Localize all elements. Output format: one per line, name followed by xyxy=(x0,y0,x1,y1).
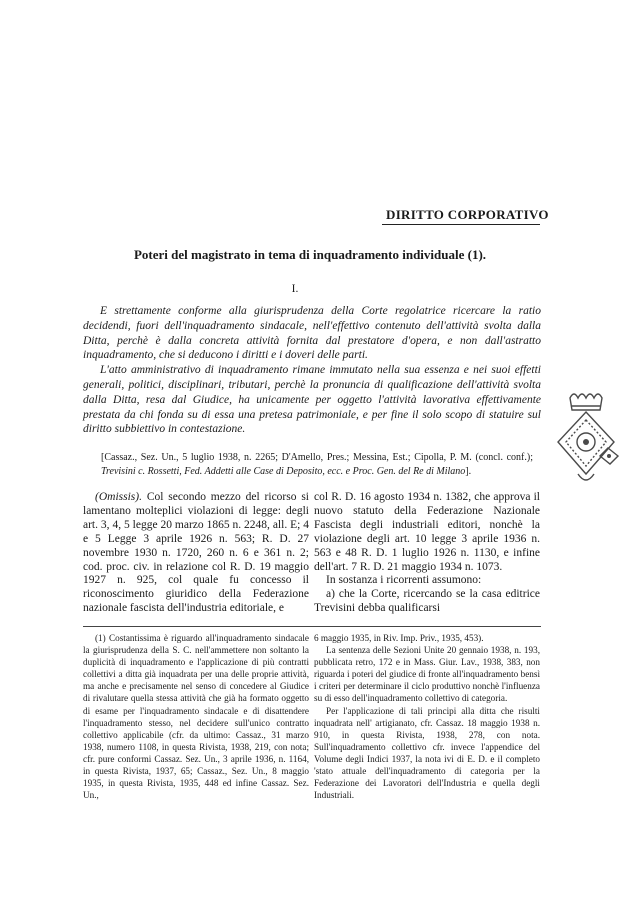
article-title: Poteri del magistrato in tema di inquadramento individuale (1). xyxy=(133,247,487,262)
maxim-block xyxy=(83,304,541,437)
body-text: Col secondo mezzo del ricorso si lamentano molteplici violazioni di legge: degli art. 3, 4, 5 legge 20 marzo 1865 n. 2248, all. E; 4 e 5 Legge 3 aprile 1926 n. 563; R. D. 27 novembre 1930 n. 1720, 260 n. 6 e 361 n. 2; cod. proc. civ. in relazione col R. D. 19 maggio 1927 n. 925, col quale fu concesso il riconoscimento giuridico della Federazione nazionale fascista dell'industria editoriale, e xyxy=(83,491,309,615)
footnote-paragraph: (1) Costantissima è riguardo all'inquadramento sindacale la giurisprudenza della S. C. nell'ammettere non soltanto la duplicità di inquadramento e l'applicazione di più contratti collettivi a ditta già inquadrata per una delle proprie attività, ma anche e precisamente nel senso di concedere al Giudice di rivalutare quella stessa attività che già ha formato oggetto di esame per l'inquadramento sindacale e di disattendere l'inquadramento stesso, nel decidere sull'unico contratto collettivo applicabile (cfr. da ultimo: Cassaz., 31 marzo 1938, numero 1108, in questa Rivista, 1938, 219, con nota; cfr. pure conformi Cassaz. Sez. Un., 3 aprile 1936, n. 1164, in questa Rivista, 1937, 65; Cassaz., Sez. Un., 8 maggio 1935, in questa Rivista, 1935, 448 ed infine Cassaz. Sez. Un., xyxy=(83,633,309,801)
body-column-left xyxy=(83,491,309,616)
library-stamp-icon xyxy=(548,388,620,496)
body-paragraph: col R. D. 16 agosto 1934 n. 1382, che approva il nuovo statuto della Federazione Nazionale Fascista degli industriali editori, nonchè la violazione degli art. 10 legge 3 aprile 1936 n. 563 e 48 R. D. 1 luglio 1926 n. 1130, e infine dell'art. 7 R. D. 21 maggio 1934 n. 1073. xyxy=(314,491,540,573)
decision-number: I. xyxy=(291,283,299,295)
body-paragraph: In sostanza i ricorrenti assumono: xyxy=(326,574,482,587)
section-heading: DIRITTO CORPORATIVO xyxy=(386,207,549,222)
body-paragraph: a) che la Corte, ricercando se la casa editrice Trevisini debba qualificarsi xyxy=(314,588,540,615)
footnote-paragraph: 6 maggio 1935, in Riv. Imp. Priv., 1935, 453). xyxy=(314,633,484,643)
footnote-column-left xyxy=(83,632,309,801)
footnote-rule xyxy=(83,626,541,627)
section-rule xyxy=(382,224,540,225)
footnote-paragraph: La sentenza delle Sezioni Unite 20 gennaio 1938, n. 193, pubblicata retro, 172 e in Mass. Giur. Lav., 1938, 383, non riguarda i poteri del giudice di fronte all'inquadramento bensì i criteri per determinare il ciclo produttivo nonchè l'influenza su di esso dell'inquadramento collettivo di categoria. xyxy=(314,645,540,704)
footnote-paragraph: Per l'applicazione di tali principi alla ditta che risulti inquadrata nell' artigianato, cfr. Cassaz. 18 maggio 1938 n. 910, in questa Rivista, 1938, 278, con nota. Sull'inquadramento collettivo cfr. invece l'appendice del Volume degli Indici 1937, la nota ivi di E. D. e il completo 'stato attuale dell'inquadramento di categoria per la Federazione dei Lavoratori dell'Industria e quella degli Industriali. xyxy=(314,705,540,801)
case-citation xyxy=(101,451,533,478)
footnote-column-right xyxy=(314,632,540,801)
body-paragraph xyxy=(83,491,309,616)
citation-end: ]. xyxy=(465,465,472,477)
omissis-mark: (Omissis). xyxy=(95,491,142,503)
citation-parties: Trevisini c. Rossetti, Fed. Addetti alle Case di Deposito, ecc. e Proc. Gen. del Re di Milano xyxy=(101,465,466,477)
maxim-paragraph-1: E strettamente conforme alla giurisprudenza della Corte regolatrice ricercare la ratio decidendi, fuori dell'inquadramento sindacale, nell'effettivo contenuto dell'attività svolta dalla Ditta, perchè è dalla concreta attività fornita dal prestatore d'opera, e non dall'astratto inquadramento, che si deducono i diritti e i doveri delle parti. xyxy=(83,305,541,362)
citation-court: [Cassaz., Sez. Un., 5 luglio 1938, n. 2265; D'Amello, Pres.; Messina, Est.; Cipolla, P. M. (concl. conf.); xyxy=(101,452,533,463)
maxim-paragraph-2: L'atto amministrativo di inquadramento rimane immutato nella sua essenza e nei suoi effetti generali, politici, disciplinari, tributari, perchè la pronuncia di qualificazione dell'attività svolta dalla Ditta, resa dal Giudice, ha unicamente per oggetto l'attività lavorativa effettivamente prestata da chi fonda su di essa una pretesa patrimoniale, e per fine il solo scopo di statuire sul diritto subbiettivo in contestazione. xyxy=(83,364,541,436)
body-column-right xyxy=(314,491,540,616)
